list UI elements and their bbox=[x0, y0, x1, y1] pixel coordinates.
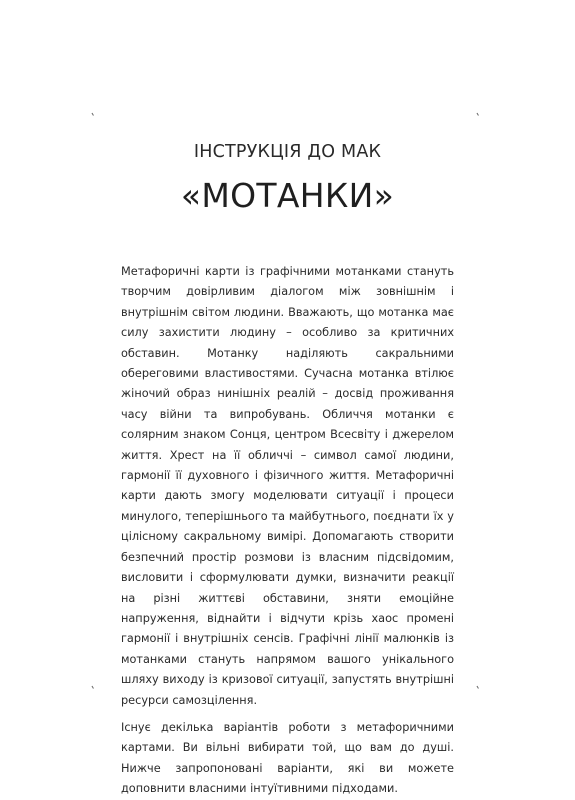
crop-mark-bottom-left bbox=[92, 685, 96, 689]
crop-mark-top-left bbox=[92, 112, 96, 116]
paragraph-1: Метафоричні карти із графічними мотанками стануть творчим довірливим діалогом між зовнішнім і внутрішнім світом людини. Вважають, що мотанка має силу захистити людину – особливо за критичних обставин. Мотанку наділяють сакральними обереговими властивостями. Сучасна мотанка втілює жіночий образ нинішніх реалій – досвід проживання часу війни та випробувань. Обличчя мотанки є солярним знаком Сонця, центром Всесвіту і джерелом життя. Хрест на її обличчі – символ самої людини, гармонії її духовного і фізичного життя. Метафоричні карти дають змогу моделювати ситуації і процеси минулого, теперішнього та майбутнього, поєднати їх у цілісному сакральному вимірі. Допомагають створити безпечний простір розмови із власним підсвідомим, висловити і сформулювати думки, визначити реакції на різні життєві обставини, зняти емоційне напруження, віднайти і відчути крізь хаос промені гармонії і внутрішніх сенсів. Графічні лінії малюнків із мотанками стануть напрямом вашого унікального шляху виходу із кризової ситуації, запустять внутрішні ресурси самозцілення. bbox=[121, 265, 454, 707]
paragraph-2: Існує декілька варіантів роботи з метафоричними картами. Ви вільні вибирати той, що вам до душі. Нижче запропоновані варіанти, які ви можете доповнити власними інтуїтивними підходами. bbox=[121, 720, 454, 796]
crop-mark-bottom-right bbox=[477, 685, 481, 689]
body-text bbox=[121, 262, 454, 800]
page-subtitle: ІНСТРУКЦІЯ ДО МАК bbox=[193, 142, 382, 162]
page-title: «МОТАНКИ» bbox=[180, 176, 395, 215]
crop-mark-top-right bbox=[477, 112, 481, 116]
